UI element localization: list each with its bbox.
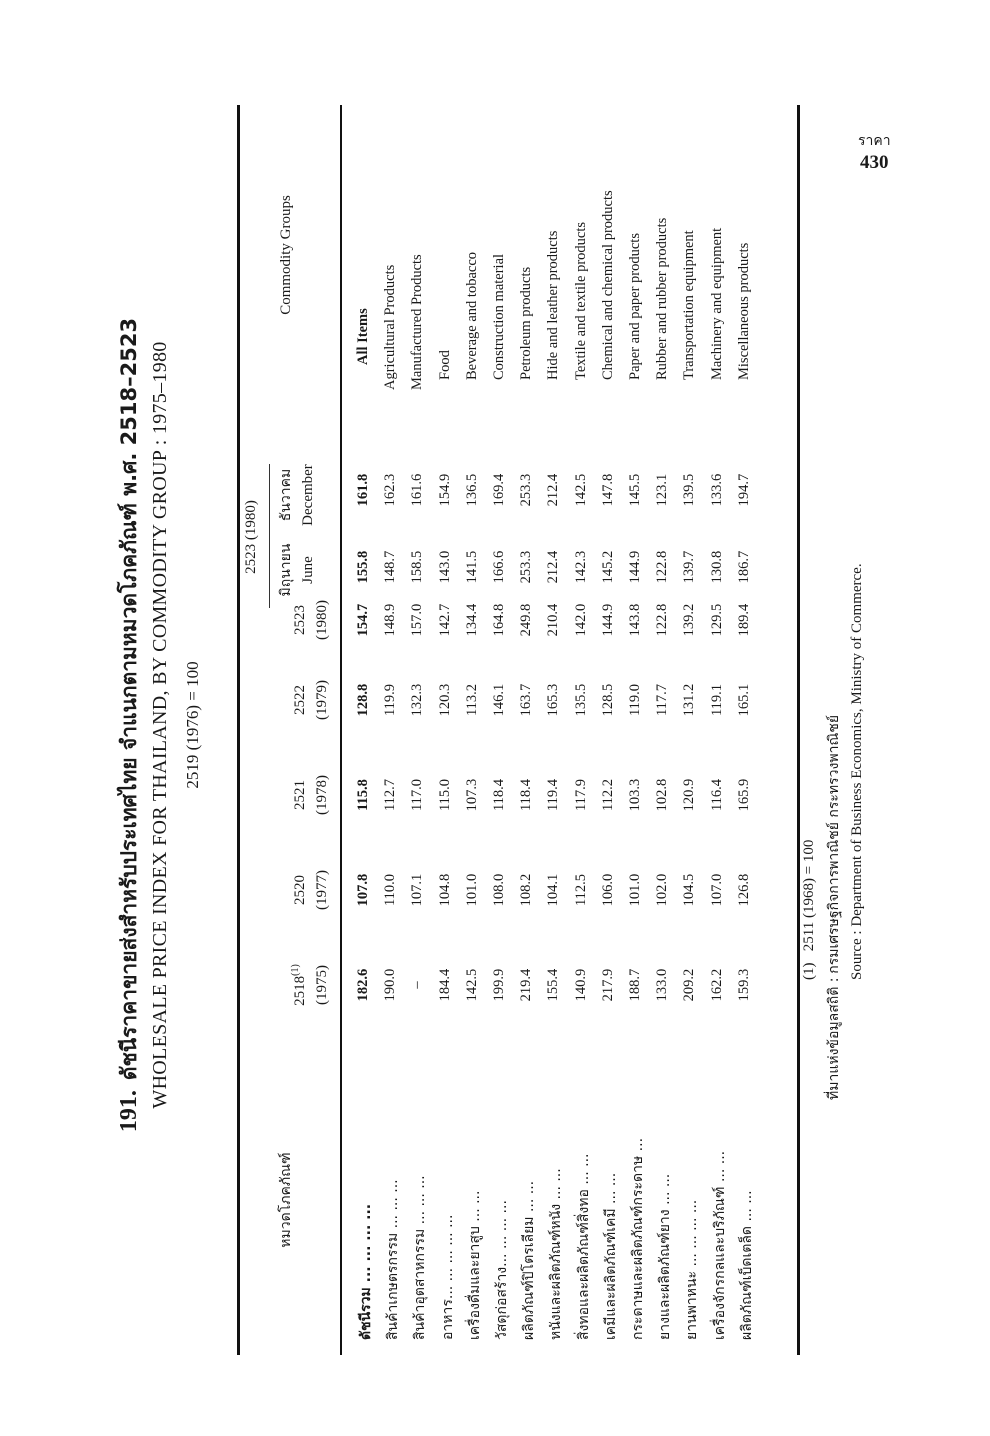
- row-english-label: Food: [436, 350, 453, 380]
- row-value: 217.9: [599, 968, 616, 1002]
- row-value: 135.5: [572, 683, 589, 717]
- source-thai-label: ที่มาแห่งข้อมูลสถิติ :: [826, 977, 842, 1100]
- row-value: –: [409, 981, 426, 989]
- row-value: 110.0: [382, 873, 399, 907]
- row-english-label: Hide and leather products: [545, 230, 562, 380]
- row-thai-label: เคมีและผลิตภัณฑ์เคมี ... ...: [602, 1172, 619, 1340]
- row-value: 182.6: [355, 968, 371, 1002]
- header-month-en: June: [300, 556, 316, 584]
- row-value: 186.7: [735, 550, 752, 584]
- row-value: 128.5: [599, 683, 616, 717]
- row-value: 189.4: [735, 603, 752, 637]
- row-value: 139.5: [681, 473, 698, 507]
- header-month-1: [275, 460, 319, 530]
- table-number: 191.: [116, 1090, 142, 1133]
- row-value: 130.8: [708, 550, 725, 584]
- row-value: 108.2: [518, 873, 535, 907]
- row-value: 112.2: [599, 778, 616, 812]
- table-title-thai: [113, 70, 146, 1380]
- row-value: 148.7: [382, 550, 399, 584]
- row-value: 145.2: [599, 550, 616, 584]
- row-value: 146.1: [491, 683, 507, 717]
- row-value: 112.5: [572, 873, 589, 907]
- header-year-ce: (1975): [314, 965, 330, 1005]
- row-value: 145.5: [627, 473, 643, 507]
- row-thai-label: ยานพาหนะ ... ... ... ...: [684, 1199, 701, 1340]
- row-value: 144.9: [599, 603, 616, 637]
- row-english-label: Petroleum products: [518, 266, 535, 380]
- row-value: 108.0: [491, 873, 507, 907]
- row-value: 104.1: [545, 873, 562, 907]
- header-year-ce: (1979): [314, 680, 330, 720]
- row-value: 155.4: [545, 968, 562, 1002]
- row-value: 142.7: [436, 603, 453, 637]
- source-thai-text: กรมเศรษฐกิจการพาณิชย์ กระทรวงพาณิชย์: [826, 714, 842, 974]
- table-bottom-rule: [797, 105, 800, 1355]
- row-value: 158.5: [409, 550, 426, 584]
- footnote-text: 2511 (1968) = 100: [801, 839, 817, 952]
- row-value: 161.6: [409, 473, 426, 507]
- row-value: 113.2: [463, 683, 480, 717]
- header-year-be: 2518: [292, 975, 308, 1006]
- footnote-mark: (1): [801, 962, 817, 980]
- row-thai-label: หนังและผลิตภัณฑ์หนัง ... ...: [548, 1168, 565, 1340]
- header-year-be: 2520: [292, 875, 308, 905]
- row-value: 133.0: [654, 968, 671, 1002]
- row-value: 106.0: [599, 873, 616, 907]
- row-value: 212.4: [545, 473, 562, 507]
- row-value: 131.2: [681, 683, 698, 717]
- header-year-2: [285, 755, 333, 835]
- row-value: 142.3: [572, 550, 589, 584]
- row-value: 148.9: [382, 603, 399, 637]
- row-value: 212.4: [545, 550, 562, 584]
- row-value: 157.0: [409, 603, 426, 637]
- row-value: 116.4: [708, 778, 725, 812]
- row-value: 104.8: [436, 873, 453, 907]
- row-thai-label: สิ่งทอและผลิตภัณฑ์สิ่งทอ ... ...: [575, 1153, 592, 1340]
- row-value: 188.7: [627, 968, 643, 1002]
- header-2523-underline: [269, 464, 270, 608]
- table-title-english: WHOLESALE PRICE INDEX FOR THAILAND, BY COMMODITY GROUP : 1975–1980: [149, 341, 171, 1109]
- row-thai-label: อาหาร... ... ... ... ...: [439, 1214, 456, 1340]
- row-english-label: Textile and textile products: [572, 221, 589, 380]
- header-year-footnote-mark: (1): [290, 964, 301, 976]
- row-value: 142.5: [463, 968, 480, 1002]
- row-value: 107.3: [463, 778, 480, 812]
- row-value: 107.1: [409, 873, 426, 907]
- table-header-rule: [340, 105, 342, 1355]
- row-thai-label: เครื่องดื่มและยาสูบ ... ...: [466, 1190, 483, 1340]
- row-value: 133.6: [708, 473, 725, 507]
- row-value: 120.9: [681, 778, 698, 812]
- row-value: 102.0: [654, 873, 671, 907]
- row-value: 107.0: [708, 873, 725, 907]
- header-month-0: [275, 535, 319, 605]
- row-english-label: Transportation equipment: [681, 230, 698, 380]
- row-value: 165.1: [735, 683, 752, 717]
- source-english-line: Source : Department of Business Economics, Ministry of Commerce.: [849, 563, 865, 980]
- row-thai-label: สินค้าเกษตรกรรม ... ... ...: [385, 1179, 402, 1340]
- row-value: 104.5: [681, 873, 698, 907]
- row-value: 210.4: [545, 603, 562, 637]
- row-value: 126.8: [735, 873, 752, 907]
- row-value: 162.3: [382, 473, 399, 507]
- row-value: 165.9: [735, 778, 752, 812]
- row-value: 118.4: [491, 778, 507, 812]
- row-value: 144.9: [627, 550, 643, 584]
- row-value: 118.4: [518, 778, 535, 812]
- row-value: 155.8: [355, 550, 371, 584]
- header-english-commodity: Commodity Groups: [278, 195, 294, 315]
- row-value: 119.4: [545, 778, 562, 812]
- row-value: 101.0: [463, 873, 480, 907]
- header-month-en: December: [300, 464, 316, 526]
- row-english-label: All Items: [355, 308, 371, 365]
- header-month-thai: มิถุนายน: [278, 543, 294, 597]
- row-value: 143.0: [436, 550, 453, 584]
- header-year-be: 2522: [292, 685, 308, 715]
- row-value: 219.4: [518, 968, 535, 1002]
- table-top-rule: [237, 105, 240, 1355]
- page-number-block: [858, 130, 891, 174]
- rotated-table-page: [107, 70, 865, 1380]
- row-value: 132.3: [409, 683, 426, 717]
- row-value: 120.3: [436, 683, 453, 717]
- row-value: 166.6: [491, 550, 507, 584]
- row-value: 117.0: [409, 778, 426, 812]
- row-value: 162.2: [708, 968, 725, 1002]
- row-thai-label: ผลิตภัณฑ์เบ็ดเตล็ด ... ...: [738, 1190, 755, 1340]
- row-value: 129.5: [708, 603, 725, 637]
- row-value: 139.7: [681, 550, 698, 584]
- table-base-year: 2519 (1976) = 100: [183, 661, 202, 789]
- row-thai-label: สินค้าอุตสาหกรรม ... ... ...: [412, 1175, 429, 1340]
- row-value: 142.0: [572, 603, 589, 637]
- row-english-label: Beverage and tobacco: [463, 251, 480, 380]
- row-value: 112.7: [382, 778, 399, 812]
- header-year-0: [285, 945, 333, 1025]
- row-value: 184.4: [436, 968, 453, 1002]
- row-value: 103.3: [627, 778, 643, 812]
- row-value: 199.9: [491, 968, 507, 1002]
- row-english-label: Chemical and chemical products: [599, 190, 616, 380]
- row-value: 140.9: [572, 968, 589, 1002]
- header-year-be: 2521: [292, 780, 308, 810]
- row-value: 117.7: [654, 683, 671, 717]
- row-value: 165.3: [545, 683, 562, 717]
- row-english-label: Paper and paper products: [627, 233, 643, 380]
- header-year-be: 2523: [292, 605, 308, 635]
- row-value: 253.3: [518, 473, 535, 507]
- row-value: 123.1: [654, 473, 671, 507]
- row-value: 134.4: [463, 603, 480, 637]
- title-thai-text: ดัชนีราคาขายส่งสำหรับประเทศไทย จำแนกตามหมวดโภคภัณฑ์ พ.ศ. 2518–2523: [117, 317, 141, 1081]
- header-month-thai: ธันวาคม: [278, 468, 294, 522]
- header-year-3: [285, 660, 333, 740]
- row-value: 164.8: [491, 603, 507, 637]
- row-value: 163.7: [518, 683, 535, 717]
- row-thai-label: ดัชนีรวม ... ... ... ...: [358, 1203, 374, 1340]
- row-value: 194.7: [735, 473, 752, 507]
- row-value: 119.0: [627, 683, 643, 717]
- row-english-label: Manufactured Products: [409, 254, 426, 390]
- row-value: 117.9: [572, 778, 589, 812]
- row-value: 107.8: [355, 873, 371, 907]
- row-thai-label: ผลิตภัณฑ์ปิโตรเลียม ... ...: [521, 1180, 538, 1340]
- row-value: 119.1: [708, 683, 725, 717]
- row-value: 190.0: [382, 968, 399, 1002]
- row-value: 169.4: [491, 473, 507, 507]
- row-value: 101.0: [627, 873, 643, 907]
- row-value: 154.7: [355, 603, 371, 637]
- row-value: 161.8: [355, 473, 371, 507]
- header-thai-commodity: [275, 1060, 297, 1340]
- header-year-ce: (1978): [314, 775, 330, 815]
- row-thai-label: วัสดุก่อสร้าง... ... ... ...: [494, 1200, 510, 1340]
- row-value: 115.0: [436, 778, 453, 812]
- source-thai-line: [823, 715, 845, 1100]
- header-2523-group: 2523 (1980): [243, 500, 259, 574]
- footnote-1: [801, 840, 818, 980]
- row-english-label: Miscellaneous products: [735, 242, 752, 380]
- header-year-ce: (1980): [314, 600, 330, 640]
- row-thai-label: ยางและผลิตภัณฑ์ยาง ... ...: [657, 1173, 674, 1340]
- row-thai-label: กระดาษและผลิตภัณฑ์กระดาษ ...: [630, 1137, 646, 1340]
- page-label: ราคา: [858, 133, 891, 149]
- header-year-ce: (1977): [314, 870, 330, 910]
- row-value: 141.5: [463, 550, 480, 584]
- row-english-label: Agricultural Products: [382, 264, 399, 390]
- row-value: 115.8: [355, 779, 371, 811]
- row-value: 136.5: [463, 473, 480, 507]
- row-value: 147.8: [599, 473, 616, 507]
- row-value: 119.9: [382, 683, 399, 717]
- row-value: 142.5: [572, 473, 589, 507]
- row-value: 122.8: [654, 603, 671, 637]
- row-value: 122.8: [654, 550, 671, 584]
- row-value: 102.8: [654, 778, 671, 812]
- row-value: 253.3: [518, 550, 535, 584]
- row-value: 143.8: [627, 603, 643, 637]
- row-value: 249.8: [518, 603, 535, 637]
- row-value: 154.9: [436, 473, 453, 507]
- row-thai-label: เครื่องจักรกลและบริภัณฑ์ ... ...: [711, 1150, 728, 1340]
- row-value: 139.2: [681, 603, 698, 637]
- row-english-label: Machinery and equipment: [708, 227, 725, 380]
- row-value: 159.3: [735, 968, 752, 1002]
- row-english-label: Construction material: [491, 253, 507, 380]
- row-english-label: Rubber and rubber products: [654, 217, 671, 380]
- row-value: 209.2: [681, 968, 698, 1002]
- row-value: 128.8: [355, 683, 371, 717]
- header-year-1: [285, 850, 333, 930]
- page-number: 430: [860, 152, 889, 173]
- header-thai-commodity-text: หมวดโภคภัณฑ์: [278, 1152, 294, 1248]
